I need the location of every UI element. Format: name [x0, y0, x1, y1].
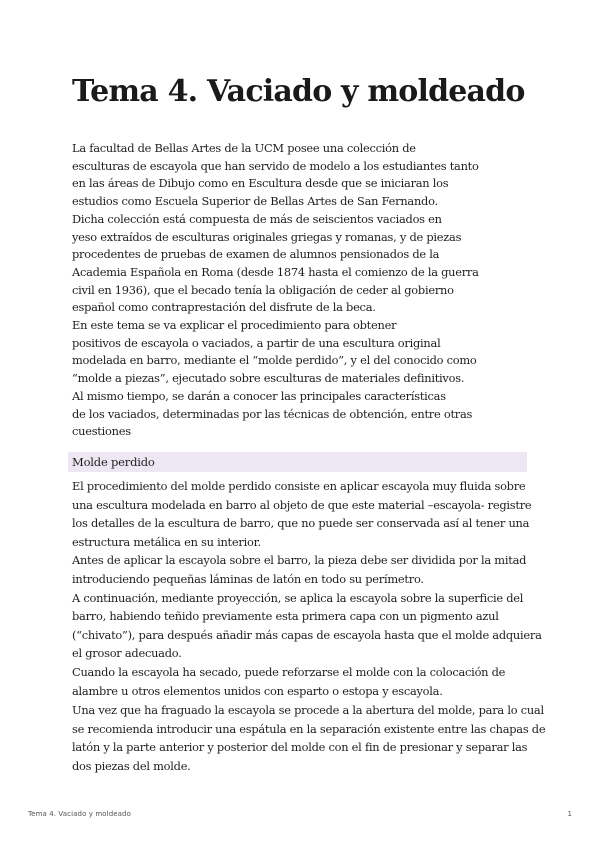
body-line: latón y la parte anterior y posterior del molde con el fin de presionar y separar las: [72, 740, 528, 755]
intro-line: La facultad de Bellas Artes de la UCM posee una colección de: [72, 141, 416, 155]
intro-line: español como contraprestación del disfrute de la beca.: [72, 300, 376, 315]
intro-line: positivos de escayola o vaciados, a partir de una escultura original: [72, 335, 441, 350]
body-line: se recomienda introducir una espátula en la separación existente entre las chapas de: [72, 721, 546, 736]
body-line: el grosor adecuado.: [72, 646, 182, 661]
intro-line: civil en 1936), que el becado tenía la obligación de ceder al gobierno: [72, 282, 454, 297]
body-line: El procedimiento del molde perdido consiste en aplicar escayola muy fluida sobre: [72, 479, 526, 493]
section-heading-bar: [68, 452, 527, 472]
intro-line: cuestiones: [72, 424, 131, 439]
intro-line: estudios como Escuela Superior de Bellas Artes de San Fernando.: [72, 194, 438, 209]
body-line: estructura metálica en su interior.: [72, 534, 261, 549]
section-heading: Molde perdido: [72, 455, 155, 469]
intro-line: En este tema se va explicar el procedimiento para obtener: [72, 318, 397, 333]
footer-title: Tema 4. Vaciado y moldeado: [28, 810, 131, 818]
body-line: A continuación, mediante proyección, se aplica la escayola sobre la superficie del: [72, 590, 524, 605]
body-line: una escultura modelada en barro al objeto de que este material –escayola- registre: [72, 497, 532, 512]
intro-paragraph: [72, 140, 542, 441]
intro-line: yeso extraídos de esculturas originales griegas y romanas, y de piezas: [72, 229, 462, 244]
body-line: Cuando la escayola ha secado, puede reforzarse el molde con la colocación de: [72, 664, 506, 679]
body-paragraph-2: [72, 701, 546, 775]
intro-line: Dicha colección está compuesta de más de seiscientos vaciados en: [72, 211, 442, 226]
intro-line: en las áreas de Dibujo como en Escultura desde que se iniciaran los: [72, 176, 449, 191]
page-number: 1: [567, 810, 572, 818]
body-paragraph: [72, 477, 542, 700]
intro-line: “molde a piezas”, ejecutado sobre esculturas de materiales definitivos.: [72, 371, 465, 386]
body-line: alambre u otros elementos unidos con esparto o estopa y escayola.: [72, 683, 443, 698]
body-line: introduciendo pequeñas láminas de latón en todo su perímetro.: [72, 571, 424, 586]
body-line: los detalles de la escultura de barro, que no puede ser conservada así al tener una: [72, 516, 530, 531]
body-line: Antes de aplicar la escayola sobre el barro, la pieza debe ser dividida por la mitad: [72, 553, 527, 568]
body-line: Una vez que ha fraguado la escayola se procede a la abertura del molde, para lo cual: [72, 703, 544, 717]
body-line: barro, habiendo teñido previamente esta primera capa con un pigmento azul: [72, 609, 499, 624]
intro-line: Al mismo tiempo, se darán a conocer las principales características: [72, 388, 446, 403]
page-title: Tema 4. Vaciado y moldeado: [72, 74, 525, 109]
intro-line: procedentes de pruebas de examen de alumnos pensionados de la: [72, 247, 440, 262]
intro-line: de los vaciados, determinadas por las técnicas de obtención, entre otras: [72, 406, 473, 421]
intro-line: Academia Española en Roma (desde 1874 hasta el comienzo de la guerra: [72, 264, 479, 279]
intro-line: modelada en barro, mediante el “molde perdido”, y el del conocido como: [72, 353, 477, 368]
body-line: (“chivato”), para después añadir más capas de escayola hasta que el molde adquiera: [72, 627, 542, 642]
body-line: dos piezas del molde.: [72, 758, 191, 773]
intro-line: esculturas de escayola que han servido de modelo a los estudiantes tanto: [72, 158, 479, 173]
